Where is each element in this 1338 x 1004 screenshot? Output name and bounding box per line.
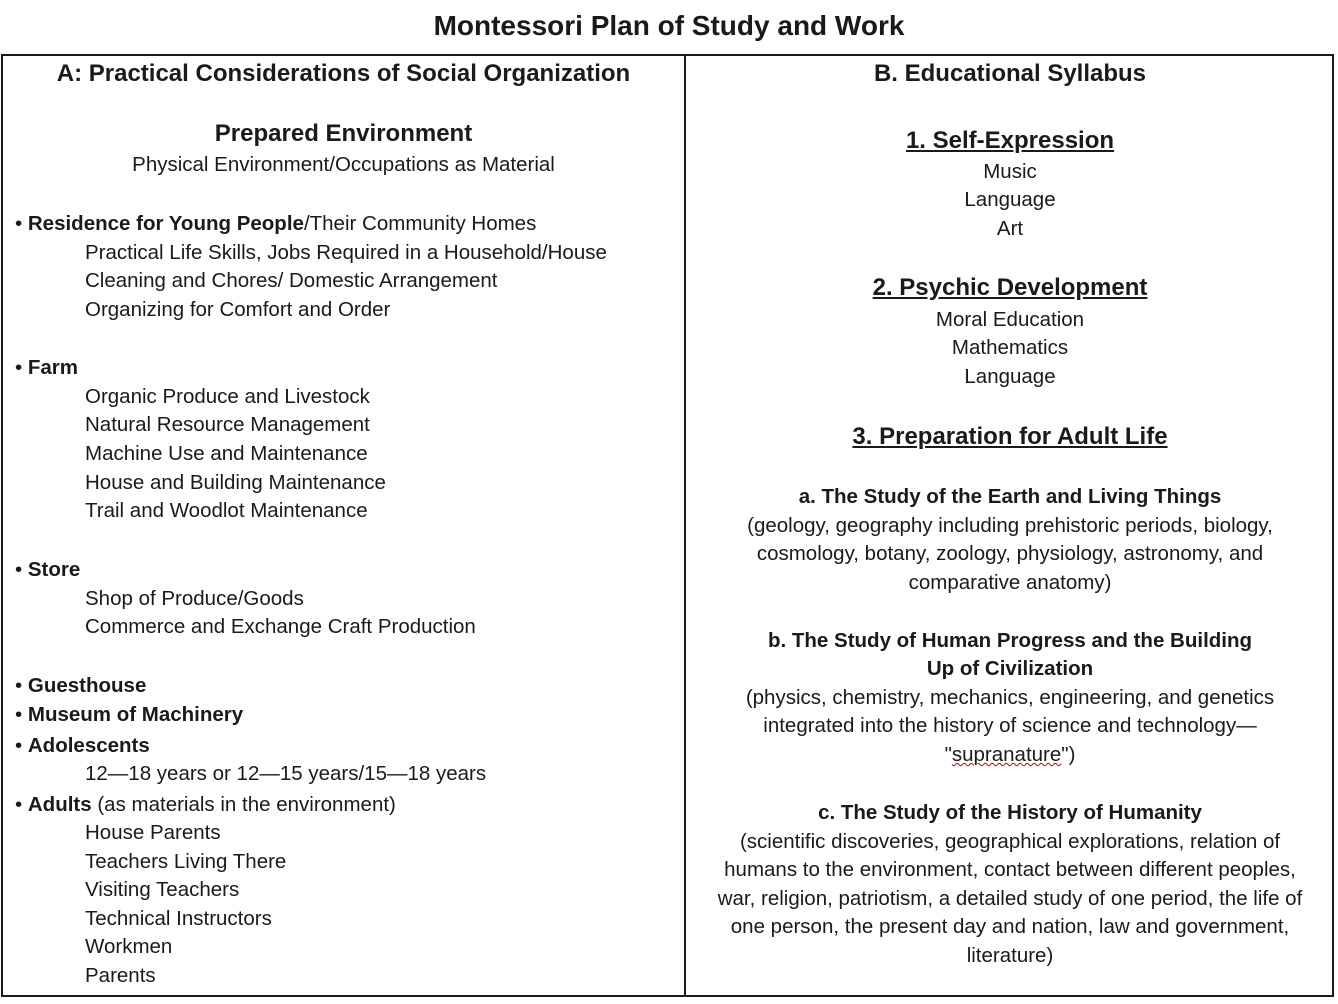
guesthouse-label: Guesthouse: [27, 674, 147, 697]
list-item: Teachers Living There: [85, 850, 287, 873]
list-item: Trail and Woodlot Maintenance: [85, 499, 368, 522]
text-line: literature): [966, 944, 1054, 967]
museum-bullet: • Museum of Machinery: [15, 703, 244, 726]
list-item: Mathematics: [951, 336, 1069, 359]
adults-rest: (as materials in the environment): [91, 793, 396, 816]
list-item: Organizing for Comfort and Order: [85, 298, 391, 321]
list-item: House and Building Maintenance: [85, 471, 386, 494]
study-progress-heading: b. The Study of Human Progress and the Building: [767, 629, 1253, 652]
adolescents-bullet: • Adolescents: [15, 734, 150, 757]
text-line: war, religion, patriotism, a detailed study of one period, the life of: [717, 887, 1303, 910]
adults-bullet: • Adults (as materials in the environment): [15, 793, 396, 816]
misspelled-word: supranature: [951, 743, 1062, 766]
text-line: integrated into the history of science and technology—: [763, 714, 1257, 737]
farm-label: Farm: [27, 356, 79, 379]
plan-table: [1, 54, 1334, 997]
column-b-heading: B. Educational Syllabus: [873, 60, 1147, 87]
column-a: [3, 56, 684, 995]
list-item: Natural Resource Management: [85, 413, 370, 436]
text-line: cosmology, botany, zoology, physiology, astronomy, and: [756, 542, 1264, 565]
page-title: Montessori Plan of Study and Work: [433, 10, 905, 41]
study-earth-heading: a. The Study of the Earth and Living Things: [798, 485, 1222, 508]
adult-life-heading: 3. Preparation for Adult Life: [852, 423, 1168, 450]
farm-bullet: • Farm: [15, 356, 79, 379]
text-line: (geology, geography including prehistoric periods, biology,: [747, 514, 1273, 537]
list-item: Machine Use and Maintenance: [85, 442, 368, 465]
list-item: Commerce and Exchange Craft Production: [85, 615, 476, 638]
text-line: (physics, chemistry, mechanics, engineering, and genetics: [745, 686, 1275, 709]
list-item: Moral Education: [935, 308, 1085, 331]
residence-rest: /Their Community Homes: [303, 212, 537, 235]
quote-open: ": [944, 743, 952, 766]
store-label: Store: [27, 558, 81, 581]
list-item: Language: [964, 365, 1056, 388]
text-line: comparative anatomy): [908, 571, 1112, 594]
text-line: humans to the environment, contact between different peoples,: [724, 858, 1296, 881]
list-item: 12—18 years or 12—15 years/15—18 years: [85, 762, 487, 785]
prepared-environment-note: Physical Environment/Occupations as Material: [132, 153, 555, 176]
list-item: Technical Instructors: [85, 907, 272, 930]
list-item: Workmen: [85, 935, 173, 958]
store-bullet: • Store: [15, 558, 81, 581]
residence-label: Residence for Young People: [27, 212, 304, 235]
list-item: Shop of Produce/Goods: [85, 587, 304, 610]
list-item: House Parents: [85, 821, 221, 844]
quote-close: "): [1061, 743, 1076, 766]
list-item: Organic Produce and Livestock: [85, 385, 370, 408]
psychic-development-heading: 2. Psychic Development: [872, 274, 1148, 301]
residence-bullet: • Residence for Young People/Their Community Homes: [15, 212, 537, 235]
text-line: one person, the present day and nation, law and government,: [730, 915, 1290, 938]
study-humanity-heading: c. The Study of the History of Humanity: [818, 801, 1202, 824]
adults-label: Adults: [27, 793, 92, 816]
prepared-environment-heading: Prepared Environment: [214, 120, 473, 147]
museum-label: Museum of Machinery: [27, 703, 244, 726]
column-b: [686, 56, 1334, 995]
list-item: Parents: [85, 964, 156, 987]
guesthouse-bullet: • Guesthouse: [15, 674, 147, 697]
study-progress-heading-cont: Up of Civilization: [926, 657, 1094, 680]
text-line: [686, 742, 1334, 768]
list-item: Music: [983, 160, 1037, 183]
text-line: (scientific discoveries, geographical explorations, relation of: [739, 830, 1281, 853]
list-item: Cleaning and Chores/ Domestic Arrangement: [85, 269, 498, 292]
list-item: Language: [964, 188, 1056, 211]
adolescents-label: Adolescents: [27, 734, 150, 757]
self-expression-heading: 1. Self-Expression: [905, 127, 1115, 154]
list-item: Practical Life Skills, Jobs Required in a Household/House: [85, 241, 607, 264]
list-item: Visiting Teachers: [85, 878, 240, 901]
column-a-heading: A: Practical Considerations of Social Organization: [56, 60, 631, 87]
list-item: Art: [996, 217, 1024, 240]
